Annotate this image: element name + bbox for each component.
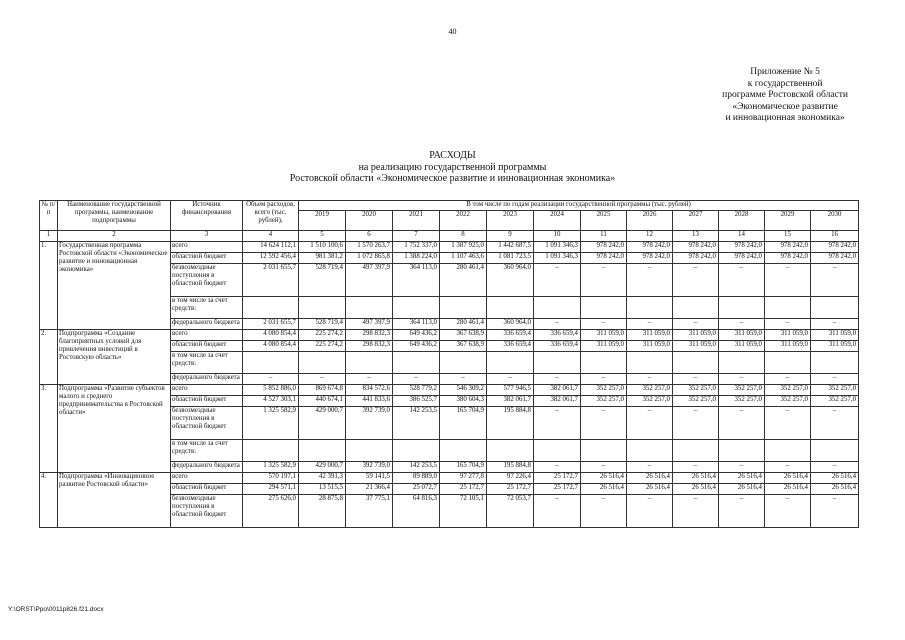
document-title	[0, 150, 905, 185]
year-amount-cell: –	[765, 407, 811, 440]
year-amount-cell: 25 072,7	[393, 484, 440, 495]
year-amount-cell: 26 516,4	[581, 484, 627, 495]
year-amount-cell: 978 242,0	[581, 242, 627, 253]
funding-source: безвозмездные поступления в областной бюджет	[171, 264, 243, 297]
funding-source: областной бюджет	[171, 484, 243, 495]
year-amount-cell: 311 059,0	[811, 330, 859, 341]
header-year: 2019	[299, 211, 346, 231]
year-amount-cell: 352 257,0	[719, 396, 765, 407]
year-amount-cell: 649 436,2	[393, 341, 440, 352]
year-amount-cell	[440, 297, 487, 319]
appendix-line: программе Ростовской области	[722, 90, 848, 100]
year-amount-cell: –	[299, 374, 346, 385]
year-amount-cell: –	[719, 462, 765, 473]
year-amount-cell	[765, 352, 811, 374]
funding-source: в том числе за счет средств:	[171, 440, 243, 462]
year-amount-cell: 97 277,8	[440, 473, 487, 484]
year-amount-cell: 978 242,0	[627, 253, 673, 264]
year-amount-cell	[299, 352, 346, 374]
year-amount-cell: –	[346, 374, 393, 385]
year-amount-cell	[765, 440, 811, 462]
column-index: 8	[440, 231, 487, 242]
header-year: 2029	[765, 211, 811, 231]
year-amount-cell	[534, 352, 581, 374]
year-amount-cell: 360 964,0	[487, 264, 534, 297]
year-amount-cell: 26 516,4	[673, 473, 719, 484]
column-index: 14	[719, 231, 765, 242]
funding-source: областной бюджет	[171, 341, 243, 352]
year-amount-cell: 311 059,0	[765, 330, 811, 341]
year-amount-cell: 352 257,0	[673, 396, 719, 407]
year-amount-cell: 72 105,1	[440, 495, 487, 528]
year-amount-cell: 352 257,0	[765, 396, 811, 407]
year-amount-cell	[627, 352, 673, 374]
funding-source: безвозмездные поступления в областной бюджет	[171, 407, 243, 440]
year-amount-cell: 352 257,0	[627, 385, 673, 396]
year-amount-cell: 1 570 263,7	[346, 242, 393, 253]
funding-source: в том числе за счет средств:	[171, 352, 243, 374]
title-line: РАСХОДЫ	[429, 150, 476, 161]
year-amount-cell: 978 242,0	[719, 253, 765, 264]
year-amount-cell: 89 889,0	[393, 473, 440, 484]
column-index: 11	[581, 231, 627, 242]
program-name: Государственная программа Ростовской области «Экономическое развитие и инновационная экономика»	[58, 242, 171, 330]
year-amount-cell: 280 461,4	[440, 264, 487, 297]
year-amount-cell	[719, 440, 765, 462]
year-amount-cell: –	[534, 319, 581, 330]
year-amount-cell	[581, 352, 627, 374]
column-index: 9	[487, 231, 534, 242]
year-amount-cell: –	[811, 264, 859, 297]
year-amount-cell: 26 516,4	[627, 484, 673, 495]
header-year: 2021	[393, 211, 440, 231]
year-amount-cell: 64 816,3	[393, 495, 440, 528]
total-amount-cell	[243, 297, 299, 319]
year-amount-cell	[627, 440, 673, 462]
funding-source: областной бюджет	[171, 396, 243, 407]
year-amount-cell: 978 242,0	[811, 253, 859, 264]
total-amount-cell: –	[243, 374, 299, 385]
year-amount-cell: –	[627, 495, 673, 528]
year-amount-cell: –	[719, 407, 765, 440]
year-amount-cell: 352 257,0	[673, 385, 719, 396]
year-amount-cell	[673, 440, 719, 462]
total-amount-cell: 275 626,0	[243, 495, 299, 528]
year-amount-cell: –	[673, 264, 719, 297]
year-amount-cell	[393, 440, 440, 462]
year-amount-cell	[487, 352, 534, 374]
total-amount-cell: 2 031 655,7	[243, 319, 299, 330]
header-name: Наименование государственной программы, наименование подпрограммы	[58, 201, 171, 231]
funding-source: всего	[171, 385, 243, 396]
year-amount-cell: 42 391,3	[299, 473, 346, 484]
row-number: 3.	[40, 385, 58, 473]
total-amount-cell	[243, 440, 299, 462]
year-amount-cell: –	[534, 264, 581, 297]
year-amount-cell: 352 257,0	[627, 396, 673, 407]
year-amount-cell: 165 704,9	[440, 407, 487, 440]
year-amount-cell: –	[811, 374, 859, 385]
year-amount-cell: –	[719, 495, 765, 528]
year-amount-cell: 497 397,9	[346, 319, 393, 330]
year-amount-cell: 649 436,2	[393, 330, 440, 341]
year-amount-cell: –	[534, 374, 581, 385]
year-amount-cell: 311 059,0	[765, 341, 811, 352]
year-amount-cell	[393, 297, 440, 319]
year-amount-cell: 336 659,4	[534, 341, 581, 352]
year-amount-cell: 528 719,4	[299, 264, 346, 297]
year-amount-cell	[581, 297, 627, 319]
year-amount-cell: 382 061,7	[534, 385, 581, 396]
year-amount-cell: 364 113,0	[393, 264, 440, 297]
title-line: на реализацию государственной программы	[358, 161, 547, 173]
year-amount-cell	[719, 352, 765, 374]
year-amount-cell: 26 516,4	[811, 484, 859, 495]
year-amount-cell: 165 704,9	[440, 462, 487, 473]
header-volume: Объем расходов, всего (тыс. рублей),	[243, 201, 299, 231]
funding-source: безвозмездные поступления в областной бюджет	[171, 495, 243, 528]
funding-source: всего	[171, 242, 243, 253]
year-amount-cell: 367 638,9	[440, 330, 487, 341]
year-amount-cell: 1 072 865,8	[346, 253, 393, 264]
year-amount-cell: 429 000,7	[299, 407, 346, 440]
table-row	[40, 242, 859, 253]
row-number: 2.	[40, 330, 58, 385]
year-amount-cell: 26 516,4	[673, 484, 719, 495]
year-amount-cell: 978 242,0	[673, 253, 719, 264]
year-amount-cell: 225 274,2	[299, 341, 346, 352]
year-amount-cell	[346, 440, 393, 462]
title-line: Ростовской области «Экономическое развитие и инновационная экономика»	[289, 173, 616, 184]
year-amount-cell: 981 381,2	[299, 253, 346, 264]
year-amount-cell	[534, 297, 581, 319]
year-amount-cell: –	[627, 407, 673, 440]
year-amount-cell: 311 059,0	[673, 341, 719, 352]
funding-source: федерального бюджета	[171, 374, 243, 385]
year-amount-cell	[811, 297, 859, 319]
column-index: 3	[171, 231, 243, 242]
year-amount-cell: 298 832,3	[346, 330, 393, 341]
year-amount-cell: –	[581, 407, 627, 440]
year-amount-cell: 311 059,0	[627, 341, 673, 352]
year-amount-cell: –	[581, 374, 627, 385]
year-amount-cell: –	[440, 374, 487, 385]
total-amount-cell: 2 031 655,7	[243, 264, 299, 297]
funding-source: областной бюджет	[171, 253, 243, 264]
total-amount-cell: 1 325 582,9	[243, 407, 299, 440]
year-amount-cell: 298 832,3	[346, 341, 393, 352]
funding-source: федерального бюджета	[171, 319, 243, 330]
year-amount-cell: 978 242,0	[765, 242, 811, 253]
year-amount-cell: 26 516,4	[765, 484, 811, 495]
year-amount-cell	[534, 440, 581, 462]
year-amount-cell: 978 242,0	[811, 242, 859, 253]
year-amount-cell: 1 510 100,6	[299, 242, 346, 253]
year-amount-cell: 311 059,0	[719, 330, 765, 341]
column-index: 7	[393, 231, 440, 242]
year-amount-cell: 441 833,6	[346, 396, 393, 407]
year-amount-cell: 352 257,0	[765, 385, 811, 396]
year-amount-cell: 195 884,8	[487, 407, 534, 440]
year-amount-cell: –	[673, 407, 719, 440]
year-amount-cell: –	[534, 407, 581, 440]
header-year: 2028	[719, 211, 765, 231]
year-amount-cell: 336 659,4	[487, 341, 534, 352]
year-amount-cell: 26 516,4	[581, 473, 627, 484]
year-amount-cell: 528 719,4	[299, 319, 346, 330]
year-amount-cell: 382 061,7	[487, 396, 534, 407]
year-amount-cell: –	[673, 462, 719, 473]
total-amount-cell: 12 592 456,4	[243, 253, 299, 264]
year-amount-cell: 25 172,7	[534, 473, 581, 484]
year-amount-cell	[811, 352, 859, 374]
total-amount-cell	[243, 352, 299, 374]
year-amount-cell	[299, 440, 346, 462]
year-amount-cell: 311 059,0	[673, 330, 719, 341]
header-num: № п/п	[40, 201, 58, 231]
year-amount-cell: 97 226,4	[487, 473, 534, 484]
year-amount-cell: 497 397,9	[346, 264, 393, 297]
header-year: 2027	[673, 211, 719, 231]
funding-source: в том числе за счет средств:	[171, 297, 243, 319]
header-year: 2024	[534, 211, 581, 231]
year-amount-cell: –	[487, 374, 534, 385]
year-amount-cell: 352 257,0	[581, 396, 627, 407]
year-amount-cell: 311 059,0	[719, 341, 765, 352]
header-years-caption: В том числе по годам реализации государственной программы (тыс. рублей)	[299, 201, 859, 211]
year-amount-cell: 26 516,4	[811, 473, 859, 484]
year-amount-cell	[440, 352, 487, 374]
year-amount-cell: 59 141,5	[346, 473, 393, 484]
year-amount-cell: 978 242,0	[673, 242, 719, 253]
year-amount-cell	[811, 440, 859, 462]
total-amount-cell: 5 852 886,0	[243, 385, 299, 396]
year-amount-cell: –	[719, 264, 765, 297]
year-amount-cell: 360 964,0	[487, 319, 534, 330]
year-amount-cell: 352 257,0	[581, 385, 627, 396]
year-amount-cell	[627, 297, 673, 319]
year-amount-cell: 1 107 463,6	[440, 253, 487, 264]
year-amount-cell	[487, 440, 534, 462]
year-amount-cell: –	[765, 462, 811, 473]
year-amount-cell: 26 516,4	[719, 484, 765, 495]
column-index: 6	[346, 231, 393, 242]
table-row	[40, 385, 859, 396]
year-amount-cell: –	[393, 374, 440, 385]
year-amount-cell	[440, 440, 487, 462]
year-amount-cell: 577 946,5	[487, 385, 534, 396]
total-amount-cell: 1 325 582,9	[243, 462, 299, 473]
year-amount-cell: 21 366,4	[346, 484, 393, 495]
year-amount-cell: 336 659,4	[534, 330, 581, 341]
total-amount-cell: 14 624 112,1	[243, 242, 299, 253]
year-amount-cell: –	[627, 319, 673, 330]
year-amount-cell: –	[627, 374, 673, 385]
appendix-line: и инновационная экономика»	[725, 113, 845, 123]
table-row	[40, 330, 859, 341]
year-amount-cell: 440 674,1	[299, 396, 346, 407]
year-amount-cell: 25 172,7	[534, 484, 581, 495]
column-index: 13	[673, 231, 719, 242]
header-year: 2020	[346, 211, 393, 231]
year-amount-cell: –	[673, 374, 719, 385]
year-amount-cell: 311 059,0	[811, 341, 859, 352]
year-amount-cell: 869 674,8	[299, 385, 346, 396]
year-amount-cell: –	[627, 462, 673, 473]
year-amount-cell: –	[673, 495, 719, 528]
year-amount-cell: 386 525,7	[393, 396, 440, 407]
program-name: Подпрограмма «Развитие субъектов малого и среднего предпринимательства в Ростовской области»	[58, 385, 171, 473]
year-amount-cell: 392 739,0	[346, 407, 393, 440]
column-index: 2	[58, 231, 171, 242]
year-amount-cell: 978 242,0	[765, 253, 811, 264]
year-amount-cell: 311 059,0	[581, 330, 627, 341]
expenses-table	[39, 200, 859, 528]
year-amount-cell: 336 659,4	[487, 330, 534, 341]
total-amount-cell: 4 527 303,1	[243, 396, 299, 407]
program-name: Подпрограмма «Инновационное развитие Ростовской области»	[58, 473, 171, 528]
year-amount-cell: 25 172,7	[487, 484, 534, 495]
total-amount-cell: 4 080 854,4	[243, 341, 299, 352]
row-number: 4.	[40, 473, 58, 528]
appendix-line: Приложение № 5	[750, 67, 820, 77]
year-amount-cell: –	[765, 495, 811, 528]
year-amount-cell: 26 516,4	[719, 473, 765, 484]
year-amount-cell: 26 516,4	[765, 473, 811, 484]
year-amount-cell: –	[765, 319, 811, 330]
year-amount-cell: 382 061,7	[534, 396, 581, 407]
year-amount-cell: 352 257,0	[811, 385, 859, 396]
year-amount-cell: 311 059,0	[627, 330, 673, 341]
year-amount-cell: 195 884,8	[487, 462, 534, 473]
header-source: Источник финансирования	[171, 201, 243, 231]
year-amount-cell: 142 253,5	[393, 407, 440, 440]
year-amount-cell: –	[581, 319, 627, 330]
year-amount-cell: 1 388 224,0	[393, 253, 440, 264]
year-amount-cell: –	[581, 462, 627, 473]
year-amount-cell: 978 242,0	[627, 242, 673, 253]
year-amount-cell: 352 257,0	[811, 396, 859, 407]
year-amount-cell: 367 638,9	[440, 341, 487, 352]
year-amount-cell: 978 242,0	[581, 253, 627, 264]
year-amount-cell: 280 461,4	[440, 319, 487, 330]
year-amount-cell: 380 604,3	[440, 396, 487, 407]
year-amount-cell: 364 113,0	[393, 319, 440, 330]
year-amount-cell	[673, 352, 719, 374]
year-amount-cell: –	[673, 319, 719, 330]
year-amount-cell: 429 000,7	[299, 462, 346, 473]
year-amount-cell: –	[719, 374, 765, 385]
year-amount-cell: 26 516,4	[627, 473, 673, 484]
year-amount-cell: 225 274,2	[299, 330, 346, 341]
year-amount-cell: –	[627, 264, 673, 297]
year-amount-cell: 72 053,7	[487, 495, 534, 528]
year-amount-cell: –	[534, 495, 581, 528]
year-amount-cell	[765, 297, 811, 319]
total-amount-cell: 4 080 854,4	[243, 330, 299, 341]
year-amount-cell: –	[811, 319, 859, 330]
year-amount-cell: –	[581, 264, 627, 297]
year-amount-cell	[346, 352, 393, 374]
table-row	[40, 473, 859, 484]
column-index: 5	[299, 231, 346, 242]
year-amount-cell: 1 387 925,0	[440, 242, 487, 253]
column-index: 15	[765, 231, 811, 242]
year-amount-cell: –	[719, 319, 765, 330]
column-index: 1	[40, 231, 58, 242]
appendix-line: «Экономическое развитие	[732, 101, 838, 112]
column-index: 12	[627, 231, 673, 242]
funding-source: федерального бюджета	[171, 462, 243, 473]
funding-source: всего	[171, 330, 243, 341]
year-amount-cell: 1 442 687,5	[487, 242, 534, 253]
year-amount-cell: –	[811, 407, 859, 440]
total-amount-cell: 570 197,1	[243, 473, 299, 484]
year-amount-cell: 28 875,8	[299, 495, 346, 528]
year-amount-cell: 978 242,0	[719, 242, 765, 253]
year-amount-cell	[487, 297, 534, 319]
header-year: 2025	[581, 211, 627, 231]
year-amount-cell: 37 775,1	[346, 495, 393, 528]
header-year: 2022	[440, 211, 487, 231]
row-number: 1.	[40, 242, 58, 330]
header-year: 2023	[487, 211, 534, 231]
year-amount-cell: –	[534, 462, 581, 473]
year-amount-cell: 142 253,5	[393, 462, 440, 473]
year-amount-cell	[299, 297, 346, 319]
appendix-note	[722, 67, 848, 125]
year-amount-cell: 392 739,0	[346, 462, 393, 473]
page-number: 40	[448, 27, 457, 36]
column-index: 16	[811, 231, 859, 242]
year-amount-cell: 25 172,7	[440, 484, 487, 495]
file-path-footer: Y:\ORST\Ppo\0011p826.f21.docx	[8, 606, 104, 613]
year-amount-cell	[393, 352, 440, 374]
year-amount-cell: 13 515,5	[299, 484, 346, 495]
header-year: 2026	[627, 211, 673, 231]
year-amount-cell: 528 779,2	[393, 385, 440, 396]
year-amount-cell: 1 752 337,0	[393, 242, 440, 253]
total-amount-cell: 294 571,1	[243, 484, 299, 495]
year-amount-cell: 1 081 723,5	[487, 253, 534, 264]
program-name: Подпрограмма «Создание благоприятных условий для привлечения инвестиций в Ростовскую область»	[58, 330, 171, 385]
year-amount-cell	[719, 297, 765, 319]
year-amount-cell	[346, 297, 393, 319]
year-amount-cell	[673, 297, 719, 319]
year-amount-cell: 352 257,0	[719, 385, 765, 396]
year-amount-cell: –	[765, 264, 811, 297]
year-amount-cell: 834 572,6	[346, 385, 393, 396]
year-amount-cell: –	[765, 374, 811, 385]
column-index: 10	[534, 231, 581, 242]
header-year: 2030	[811, 211, 859, 231]
year-amount-cell: 311 059,0	[581, 341, 627, 352]
appendix-line: к государственной	[747, 78, 823, 89]
year-amount-cell	[581, 440, 627, 462]
year-amount-cell: –	[811, 495, 859, 528]
year-amount-cell: 1 091 346,3	[534, 253, 581, 264]
year-amount-cell: 546 309,2	[440, 385, 487, 396]
year-amount-cell: –	[581, 495, 627, 528]
funding-source: всего	[171, 473, 243, 484]
year-amount-cell: 1 091 346,3	[534, 242, 581, 253]
year-amount-cell: –	[811, 462, 859, 473]
column-index: 4	[243, 231, 299, 242]
